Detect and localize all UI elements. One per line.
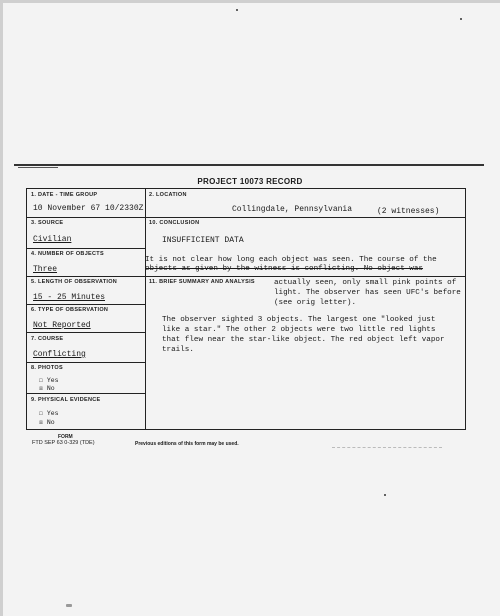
number-of-objects-label: 4. NUMBER OF OBJECTS (31, 251, 104, 257)
observation-line-4: trails. (162, 346, 194, 354)
record-form (26, 188, 466, 430)
footer-note: Previous editions of this form may be used. (135, 441, 239, 447)
course-value: Conflicting (33, 350, 86, 359)
summary-line-1: actually seen, only small pink points of (274, 279, 457, 287)
observation-line-2: like a star." The other 2 objects were two little red lights (162, 326, 436, 334)
scan-speck (236, 9, 238, 11)
type-of-observation-label: 6. TYPE OF OBSERVATION (31, 307, 109, 313)
footer-form-number: FTD SEP 63 0-329 (TDE) (32, 440, 95, 446)
column-divider (145, 189, 146, 429)
course-label: 7. COURSE (31, 336, 64, 342)
length-of-observation-value: 15 - 25 Minutes (33, 293, 106, 302)
row-divider (27, 304, 145, 305)
length-of-observation-label: 5. LENGTH OF OBSERVATION (31, 279, 118, 285)
location-value: Collingdale, Pennsylvania (232, 205, 353, 214)
photos-yes-option: ☐ Yes (39, 377, 59, 384)
footer-form-label: FORM (58, 434, 73, 440)
source-label: 3. SOURCE (31, 220, 64, 226)
date-value: 10 November 67 10/2330Z (33, 204, 144, 213)
witnesses-value: (2 witnesses) (377, 207, 440, 216)
conclusion-text-struck: objects as given by the witness is conflicting. No object was (145, 265, 423, 273)
physical-evidence-no-option: ☒ No (39, 419, 55, 426)
row-divider (27, 332, 145, 333)
row-divider (27, 362, 145, 363)
summary-label: 11. BRIEF SUMMARY AND ANALYSIS (149, 279, 255, 285)
photos-no-option: ☒ No (39, 385, 55, 392)
scan-edge-left (0, 0, 3, 616)
photos-label: 8. PHOTOS (31, 365, 63, 371)
source-value: Civilian (33, 235, 72, 244)
header-rule (14, 164, 484, 166)
summary-line-3: (see orig letter). (274, 299, 357, 307)
conclusion-text-line-2 (145, 265, 423, 273)
row-divider (145, 276, 465, 277)
number-of-objects-value: Three (33, 265, 58, 274)
conclusion-value: INSUFFICIENT DATA (162, 236, 244, 245)
form-title: PROJECT 10073 RECORD (197, 177, 303, 186)
scan-edge-top (0, 0, 500, 3)
observation-line-3: that flew near the star-like object. The red object left vapor (162, 336, 445, 344)
row-divider (145, 217, 465, 218)
header-rule-short (18, 167, 58, 168)
conclusion-label: 10. CONCLUSION (149, 220, 200, 226)
location-label: 2. LOCATION (149, 192, 187, 198)
scan-speck (384, 494, 386, 496)
type-of-observation-value: Not Reported (33, 321, 91, 330)
summary-line-2: light. The observer has seen UFC's before (274, 289, 461, 297)
scan-speck (66, 604, 72, 607)
observation-line-1: The observer sighted 3 objects. The largest one "looked just (162, 316, 436, 324)
conclusion-text-line-1: It is not clear how long each object was seen. The course of the (145, 256, 437, 264)
physical-evidence-yes-option: ☐ Yes (39, 410, 59, 417)
scan-speck (460, 18, 462, 20)
row-divider (27, 248, 145, 249)
row-divider (27, 217, 145, 218)
row-divider (27, 393, 145, 394)
physical-evidence-label: 9. PHYSICAL EVIDENCE (31, 397, 101, 403)
date-label: 1. DATE - TIME GROUP (31, 192, 98, 198)
footer-dashed-rule (332, 447, 442, 448)
row-divider (27, 276, 145, 277)
